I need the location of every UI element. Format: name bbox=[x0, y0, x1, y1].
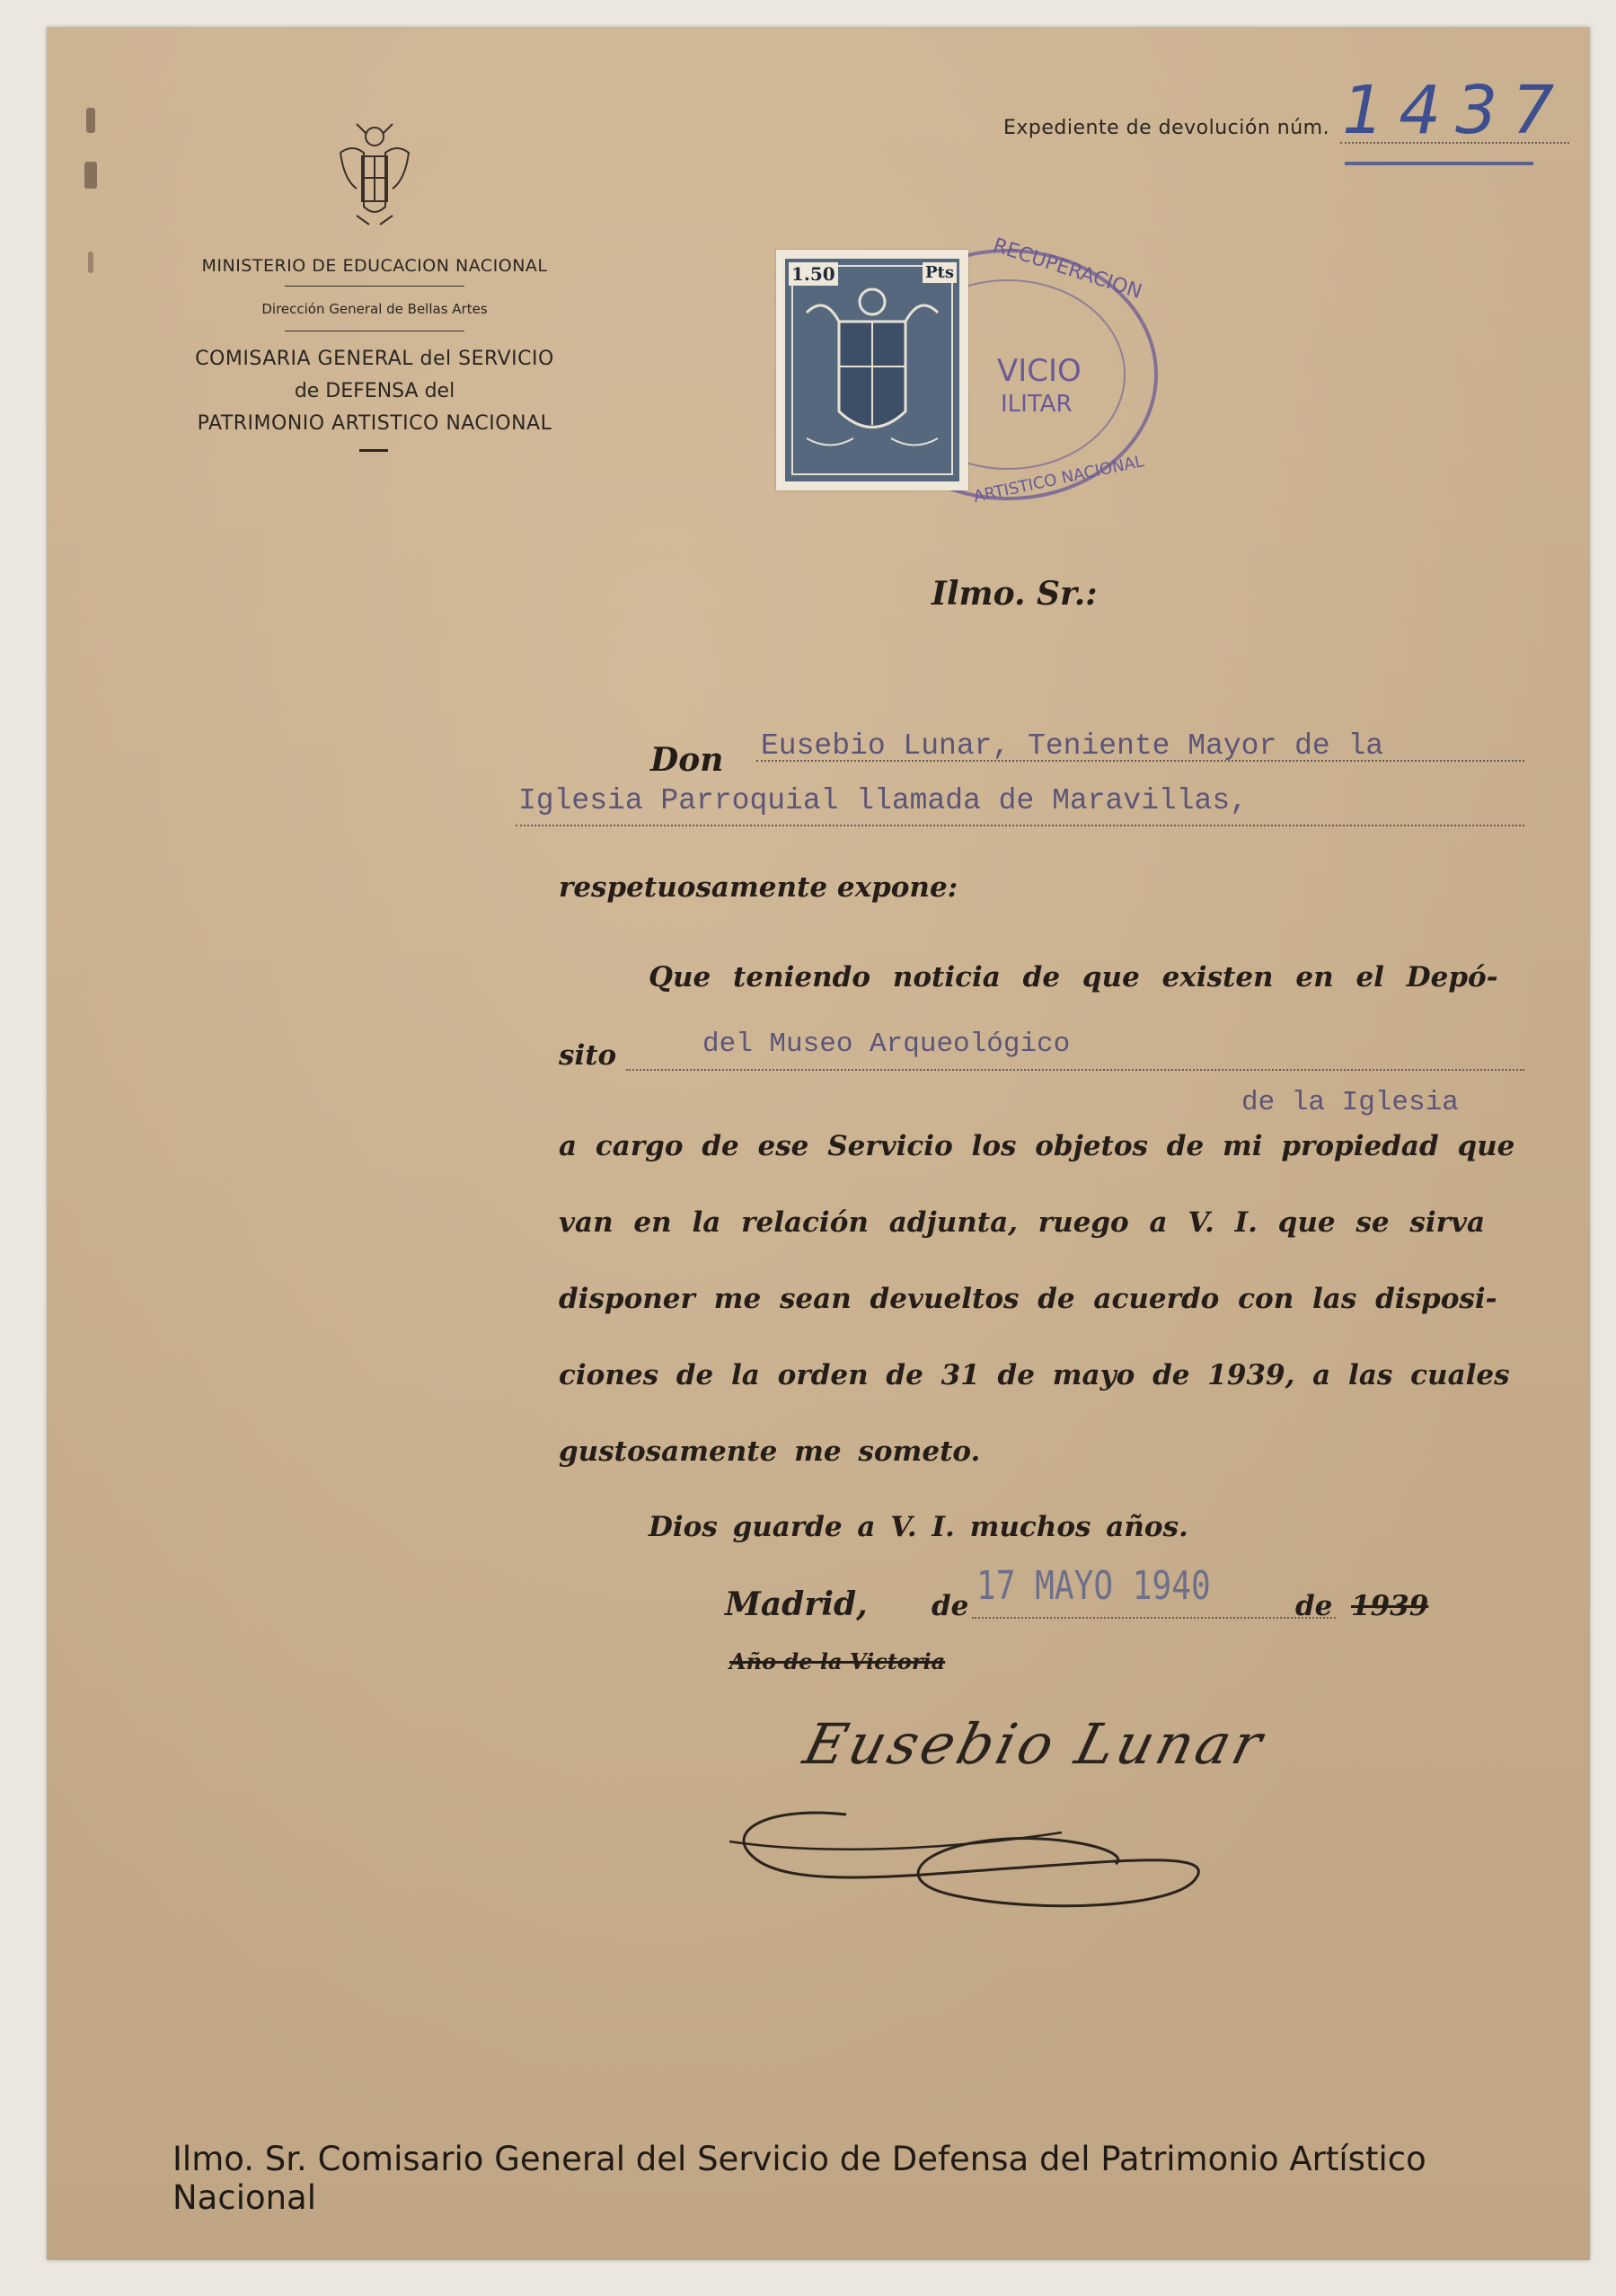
paragraph-prefix: sito bbox=[559, 1039, 617, 1072]
deposit-name: del Museo Arqueológico bbox=[702, 1029, 1071, 1060]
date-de-2: de bbox=[1295, 1590, 1333, 1622]
body-line-4: ciones de la orden de 31 de mayo de 1939, a las cuales bbox=[559, 1359, 1510, 1391]
header-dash bbox=[359, 449, 388, 452]
date-de-1: de bbox=[932, 1590, 969, 1622]
seal-middle-1: VICIO bbox=[997, 353, 1082, 389]
stamped-date: 17 MAYO 1940 bbox=[976, 1563, 1211, 1609]
intro: respetuosamente expone: bbox=[559, 871, 958, 904]
stamp-unit: Pts bbox=[923, 262, 957, 283]
deposit-dotline bbox=[626, 1069, 1524, 1071]
direction-name: Dirección General de Bellas Artes bbox=[261, 301, 488, 317]
signature-text: Eusebio Lunar bbox=[797, 1711, 1272, 1777]
petitioner-dotline-2 bbox=[516, 825, 1524, 826]
petitioner-line-2: Iglesia Parroquial llamada de Maravillas, bbox=[518, 784, 1248, 817]
body-line-3: disponer me sean devueltos de acuerdo con las disposi- bbox=[559, 1283, 1497, 1315]
date-place: Madrid, bbox=[725, 1585, 868, 1623]
signature bbox=[711, 1698, 1272, 1931]
closing: Dios guarde a V. I. muchos años. bbox=[649, 1511, 1188, 1543]
file-ref-underline bbox=[1345, 162, 1533, 165]
coat-of-arms-icon bbox=[330, 117, 419, 234]
file-ref-number: 1437 bbox=[1342, 72, 1569, 149]
ministry-name: MINISTERIO DE EDUCACION NACIONAL bbox=[201, 256, 548, 276]
petitioner-prefix: Don bbox=[650, 741, 724, 779]
petitioner-line-1: Eusebio Lunar, Teniente Mayor de la bbox=[761, 729, 1384, 763]
date-year: 1939 bbox=[1351, 1590, 1429, 1622]
seal-bottom-text: ARTISTICO NACIONAL bbox=[971, 452, 1146, 507]
stamp-value: 1.50 bbox=[789, 262, 838, 286]
petitioner-dotline-1 bbox=[756, 760, 1524, 762]
file-ref-label: Expediente de devolución núm. bbox=[1003, 117, 1330, 139]
salutation: Ilmo. Sr.: bbox=[932, 575, 1098, 613]
body-line-1: a cargo de ese Servicio los objetos de mi propiedad que bbox=[559, 1130, 1515, 1162]
paragraph-line-1: Que teniendo noticia de que existen en el Depó- bbox=[649, 961, 1498, 993]
header-divider bbox=[285, 286, 464, 287]
seal-middle-2: ILITAR bbox=[1001, 391, 1073, 418]
deposit-addition: de la Iglesia bbox=[1241, 1087, 1459, 1118]
document-sheet bbox=[47, 27, 1590, 2260]
commission-line-1: COMISARIA GENERAL del SERVICIO bbox=[195, 348, 554, 370]
fiscal-stamp bbox=[776, 250, 968, 490]
binding-marks bbox=[83, 108, 102, 287]
body-line-5: gustosamente me someto. bbox=[559, 1435, 981, 1468]
commission-line-3: PATRIMONIO ARTISTICO NACIONAL bbox=[197, 412, 552, 435]
victory-year: Año de la Victoria bbox=[729, 1648, 946, 1674]
footer-addressee: Ilmo. Sr. Comisario General del Servicio de Defensa del Patrimonio Artístico Nacional bbox=[172, 2140, 1426, 2217]
seal-top-text: RECUPERACION bbox=[990, 234, 1145, 305]
date-dotline bbox=[972, 1617, 1336, 1619]
body-line-2: van en la relación adjunta, ruego a V. I. que se sirva bbox=[559, 1206, 1486, 1239]
commission-line-2: de DEFENSA del bbox=[294, 380, 455, 402]
